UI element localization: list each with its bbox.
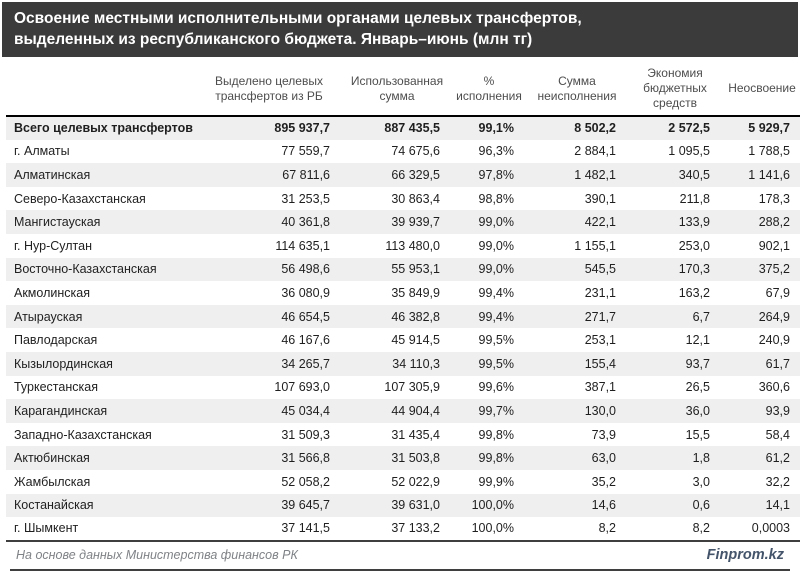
- region-cell: Алматинская: [14, 167, 91, 182]
- region-cell: Жамбылская: [14, 474, 91, 489]
- value-cell: 45 914,5: [391, 333, 440, 348]
- region-cell: Атырауская: [14, 309, 83, 324]
- value-cell: 36 080,9: [281, 285, 330, 300]
- region-cell: Западно-Казахстанская: [14, 427, 152, 442]
- value-cell: 113 480,0: [385, 238, 440, 253]
- table-row: [6, 376, 800, 400]
- value-cell: 99,8%: [478, 451, 514, 466]
- value-cell: 1 788,5: [748, 144, 790, 159]
- value-cell: 77 559,7: [281, 144, 330, 159]
- header-budget-savings: Экономия бюджетных средств: [628, 62, 722, 116]
- table-row: [6, 163, 800, 187]
- value-cell: 2 884,1: [574, 144, 616, 159]
- value-cell: 30 863,4: [391, 191, 440, 206]
- table-row: [6, 352, 800, 376]
- value-cell: 170,3: [678, 262, 710, 277]
- region-cell: Костанайская: [14, 498, 94, 513]
- region-cell: Актюбинская: [14, 451, 90, 466]
- value-cell: 97,8%: [478, 167, 514, 182]
- value-cell: 35 849,9: [391, 285, 440, 300]
- value-cell: 0,0003: [751, 521, 790, 536]
- value-cell: 3,0: [692, 474, 710, 489]
- value-cell: 99,6%: [478, 380, 514, 395]
- value-cell: 360,6: [758, 380, 790, 395]
- value-cell: 67 811,6: [282, 167, 330, 182]
- value-cell: 15,5: [685, 427, 710, 442]
- region-cell: Акмолинская: [14, 285, 90, 300]
- transfers-table-wrap: [2, 62, 798, 571]
- value-cell: 155,4: [584, 356, 616, 371]
- value-cell: 211,8: [679, 191, 710, 206]
- value-cell: 6,7: [692, 309, 710, 324]
- table-row: [6, 328, 800, 352]
- value-cell: 31 435,4: [391, 427, 440, 442]
- value-cell: 99,8%: [478, 427, 514, 442]
- value-cell: 99,9%: [478, 474, 514, 489]
- table-row: [6, 305, 800, 329]
- table-header-row: [6, 62, 800, 116]
- value-cell: 271,7: [584, 309, 616, 324]
- header-used-sum: Использованная сумма: [342, 62, 452, 116]
- value-cell: 375,2: [758, 262, 790, 277]
- value-cell: 73,9: [591, 427, 616, 442]
- table-row-total: [6, 116, 800, 140]
- value-cell: 387,1: [584, 380, 616, 395]
- value-cell: 44 904,4: [391, 403, 440, 418]
- table-row: [6, 494, 800, 518]
- header-unexecuted-sum: Сумма неисполнения: [526, 62, 628, 116]
- table-row: [6, 140, 800, 164]
- value-cell: 1 095,5: [668, 144, 710, 159]
- region-cell: Карагандинская: [14, 403, 108, 418]
- value-cell: 61,7: [765, 356, 790, 371]
- value-cell: 390,1: [584, 191, 616, 206]
- value-cell: 26,5: [685, 380, 710, 395]
- value-cell: 99,0%: [478, 215, 514, 230]
- brand-logo: Finprom.kz: [706, 547, 784, 564]
- value-cell: 39 631,0: [391, 498, 440, 513]
- value-cell: 66 329,5: [391, 167, 440, 182]
- table-row: [6, 281, 800, 305]
- value-cell: 100,0%: [471, 498, 514, 513]
- transfers-table: [6, 62, 800, 542]
- region-cell: г. Нур-Султан: [14, 238, 92, 253]
- value-cell: 422,1: [584, 215, 616, 230]
- table-row: [6, 470, 800, 494]
- value-cell: 895 937,7: [274, 121, 330, 136]
- region-cell: Кызылординская: [14, 356, 113, 371]
- value-cell: 37 141,5: [281, 521, 330, 536]
- header-allocated: Выделено целевых трансфертов из РБ: [196, 62, 342, 116]
- region-cell: Павлодарская: [14, 333, 98, 348]
- value-cell: 99,5%: [478, 356, 514, 371]
- value-cell: 240,9: [758, 333, 790, 348]
- value-cell: 253,1: [584, 333, 616, 348]
- value-cell: 545,5: [584, 262, 616, 277]
- table-row: [6, 423, 800, 447]
- value-cell: 31 566,8: [281, 451, 330, 466]
- value-cell: 56 498,6: [281, 262, 330, 277]
- value-cell: 253,0: [678, 238, 710, 253]
- value-cell: 107 693,0: [274, 380, 330, 395]
- table-body: [6, 116, 800, 541]
- value-cell: 231,1: [584, 285, 616, 300]
- value-cell: 107 305,9: [384, 380, 440, 395]
- value-cell: 14,1: [765, 498, 790, 513]
- value-cell: 34 110,3: [392, 356, 440, 371]
- region-cell: г. Алматы: [14, 144, 70, 159]
- value-cell: 52 022,9: [391, 474, 440, 489]
- footer: [10, 542, 790, 571]
- region-cell: Восточно-Казахстанская: [14, 262, 157, 277]
- value-cell: 63,0: [591, 451, 616, 466]
- value-cell: 0,6: [692, 498, 710, 513]
- region-cell: Северо-Казахстанская: [14, 191, 146, 206]
- value-cell: 98,8%: [478, 191, 514, 206]
- table-row: [6, 187, 800, 211]
- value-cell: 93,7: [685, 356, 710, 371]
- value-cell: 46 167,6: [281, 333, 330, 348]
- value-cell: 61,2: [765, 451, 790, 466]
- table-header: [6, 62, 800, 116]
- header-region: [6, 62, 196, 116]
- table-row: [6, 210, 800, 234]
- value-cell: 288,2: [758, 215, 790, 230]
- value-cell: 46 382,8: [391, 309, 440, 324]
- region-cell: г. Шымкент: [14, 521, 79, 536]
- value-cell: 99,4%: [478, 285, 514, 300]
- value-cell: 8,2: [598, 521, 616, 536]
- table-row: [6, 258, 800, 282]
- value-cell: 2 572,5: [668, 121, 710, 136]
- value-cell: 12,1: [685, 333, 710, 348]
- value-cell: 93,9: [765, 403, 790, 418]
- value-cell: 99,1%: [478, 121, 514, 136]
- value-cell: 340,5: [678, 167, 710, 182]
- table-row: [6, 446, 800, 470]
- value-cell: 887 435,5: [384, 121, 440, 136]
- value-cell: 8,2: [692, 521, 710, 536]
- value-cell: 74 675,6: [391, 144, 440, 159]
- page-title-line1: Освоение местными исполнительными органами целевых трансфертов,: [14, 10, 582, 27]
- value-cell: 37 133,2: [391, 521, 440, 536]
- value-cell: 31 503,8: [391, 451, 440, 466]
- value-cell: 96,3%: [478, 144, 514, 159]
- region-cell: Туркестанская: [14, 380, 98, 395]
- table-row: [6, 399, 800, 423]
- value-cell: 99,7%: [478, 403, 514, 418]
- value-cell: 67,9: [765, 285, 790, 300]
- value-cell: 58,4: [765, 427, 790, 442]
- value-cell: 39 645,7: [281, 498, 330, 513]
- table-row: [6, 517, 800, 541]
- value-cell: 99,4%: [478, 309, 514, 324]
- value-cell: 52 058,2: [281, 474, 330, 489]
- value-cell: 34 265,7: [281, 356, 330, 371]
- value-cell: 8 502,2: [574, 121, 616, 136]
- value-cell: 31 509,3: [281, 427, 330, 442]
- value-cell: 36,0: [685, 403, 710, 418]
- value-cell: 114 635,1: [275, 238, 330, 253]
- value-cell: 46 654,5: [281, 309, 330, 324]
- value-cell: 1,8: [692, 451, 710, 466]
- region-cell: Всего целевых трансфертов: [14, 121, 193, 136]
- header-undeveloped: Неосвоение: [722, 62, 800, 116]
- value-cell: 99,0%: [478, 262, 514, 277]
- value-cell: 1 482,1: [574, 167, 616, 182]
- value-cell: 99,0%: [478, 238, 514, 253]
- value-cell: 902,1: [758, 238, 790, 253]
- header-execution-pct: % исполнения: [452, 62, 526, 116]
- page-title: [2, 2, 798, 57]
- value-cell: 178,3: [758, 191, 790, 206]
- value-cell: 5 929,7: [748, 121, 790, 136]
- value-cell: 14,6: [591, 498, 616, 513]
- value-cell: 35,2: [591, 474, 616, 489]
- value-cell: 264,9: [758, 309, 790, 324]
- value-cell: 39 939,7: [391, 215, 440, 230]
- source-note: На основе данных Министерства финансов РК: [16, 548, 298, 563]
- value-cell: 55 953,1: [391, 262, 440, 277]
- value-cell: 130,0: [584, 403, 616, 418]
- value-cell: 45 034,4: [281, 403, 330, 418]
- value-cell: 100,0%: [471, 521, 514, 536]
- table-row: [6, 234, 800, 258]
- value-cell: 31 253,5: [281, 191, 330, 206]
- value-cell: 40 361,8: [281, 215, 330, 230]
- page-title-line2: выделенных из республиканского бюджета. Январь–июнь (млн тг): [14, 31, 533, 48]
- value-cell: 1 141,6: [748, 167, 790, 182]
- value-cell: 1 155,1: [574, 238, 616, 253]
- region-cell: Мангистауская: [14, 215, 101, 230]
- value-cell: 99,5%: [478, 333, 514, 348]
- value-cell: 133,9: [678, 215, 710, 230]
- value-cell: 32,2: [765, 474, 790, 489]
- value-cell: 163,2: [678, 285, 710, 300]
